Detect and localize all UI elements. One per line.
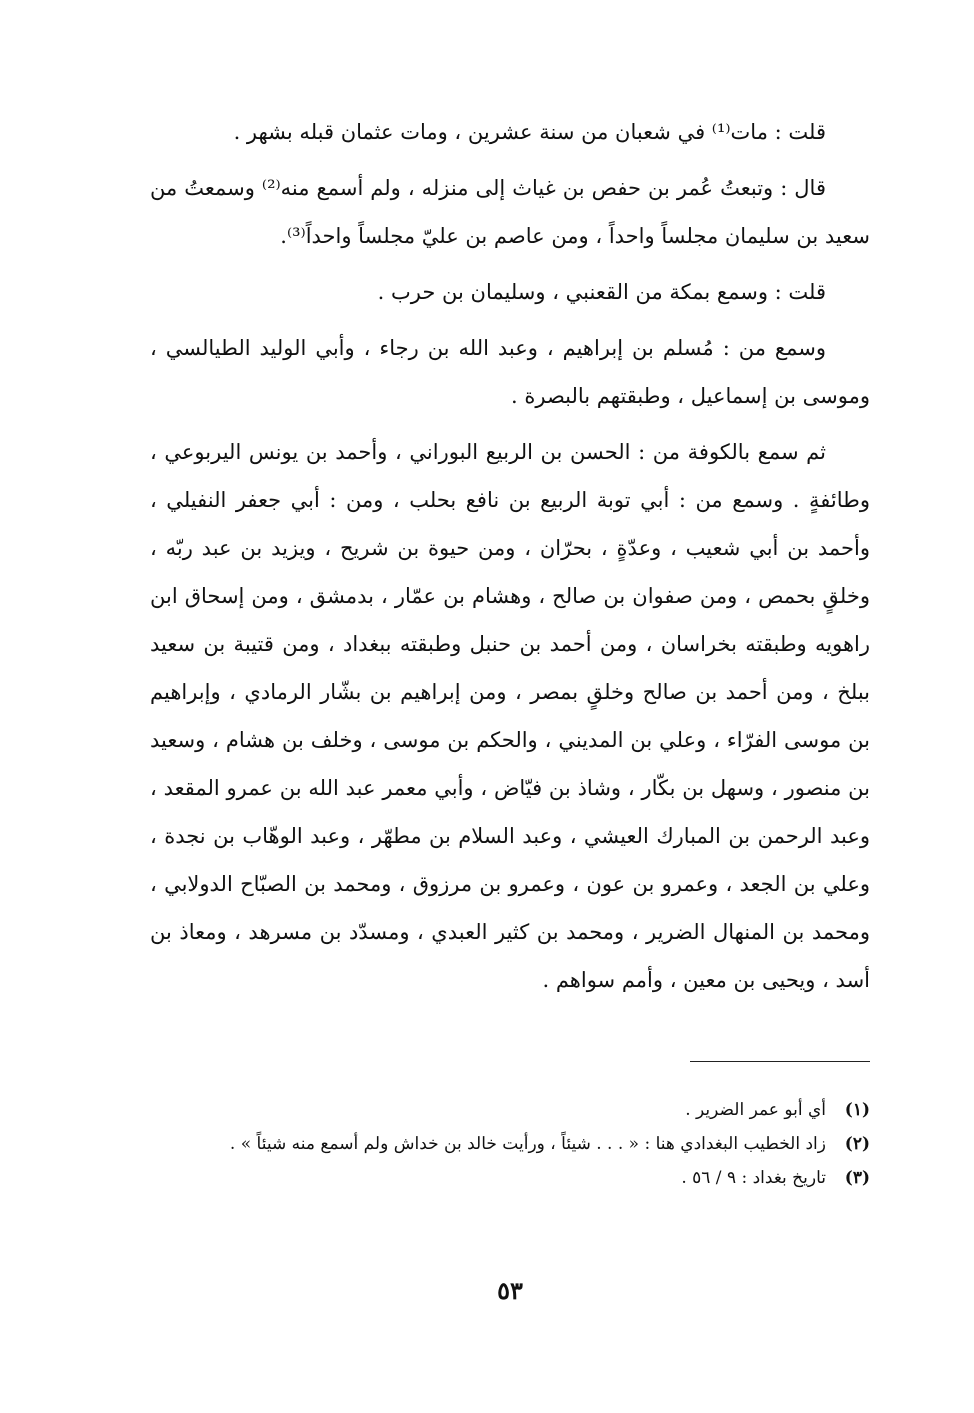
- main-text: [150, 108, 870, 1004]
- footnotes: [150, 1093, 870, 1195]
- footnote-number: (١): [844, 1100, 870, 1120]
- footnote-number: (٢): [844, 1134, 870, 1154]
- footnote-divider: [690, 1061, 870, 1062]
- paragraph-4: وسمع من : مُسلم بن إبراهيم ، وعبد الله بن رجاء ، وأبي الوليد الطيالسي ، وموسى بن إسماعيل ، وطبقتهم بالبصرة .: [150, 336, 870, 408]
- footnote-text: زاد الخطيب البغدادي هنا : « . . . شيئاً ، ورأيت خالد بن خداش ولم أسمع منه شيئاً » .: [229, 1134, 826, 1154]
- paragraph-2: قال : وتبعتُ عُمر بن حفص بن غياث إلى منزله ، ولم أسمع منه⁽²⁾ وسمعتُ من سعيد بن سليمان مجلساً واحداً ، ومن عاصم بن عليّ مجلساً واحداً⁽³⁾.: [150, 176, 870, 248]
- page-number: ٥٣: [497, 1276, 523, 1305]
- footnote-3: [150, 1161, 870, 1195]
- paragraph-5: ثم سمع بالكوفة من : الحسن بن الربيع البوراني ، وأحمد بن يونس اليربوعي ، وطائفةٍ . وسمع من : أبي توبة الربيع بن نافع بحلب ، ومن : أبي جعفر النفيلي ، وأحمد بن أبي شعيب ، وعدّةٍ ، بحرّان ، ومن حيوة بن شريح ، ويزيد بن عبد ربّه ، وخلقٍ بحمص ، ومن صفوان بن صالح ، وهشام بن عمّار ، بدمشق ، ومن إسحاق ابن راهويه وطبقته بخراسان ، ومن أحمد بن حنبل وطبقته ببغداد ، ومن قتيبة بن سعيد ببلخ ، ومن أحمد بن صالح وخلقٍ بمصر ، ومن إبراهيم بن بشّار الرمادي ، وإبراهيم بن موسى الفرّاء ، وعلي بن المديني ، والحكم بن موسى ، وخلف بن هشام ، وسعيد بن منصور ، وسهل بن بكّار ، وشاذ بن فيّاض ، وأبي معمر عبد الله بن عمرو المقعد ، وعبد الرحمن بن المبارك العيشي ، وعبد السلام بن مطهّر ، وعبد الوهّاب بن نجدة ، وعلي بن الجعد ، وعمرو بن عون ، وعمرو بن مرزوق ، ومحمد بن الصبّاح الدولابي ، ومحمد بن المنهال الضرير ، ومحمد بن كثير العبدي ، ومسدّد بن مسرهد ، ومعاذ بن أسد ، ويحيى بن معين ، وأمم سواهم .: [150, 440, 870, 992]
- footnote-1: [150, 1093, 870, 1127]
- footnote-text: أي أبو عمر الضرير .: [685, 1100, 826, 1120]
- book-page: [150, 108, 870, 1368]
- footnote-text: تاريخ بغداد : ٩ / ٥٦ .: [681, 1168, 826, 1188]
- paragraph-1: قلت : مات⁽¹⁾ في شعبان من سنة عشرين ، ومات عثمان قبله بشهر .: [233, 120, 826, 144]
- footnote-number: (٣): [844, 1168, 870, 1188]
- paragraph-3: قلت : وسمع بمكة من القعنبي ، وسليمان بن حرب .: [377, 280, 826, 304]
- footnote-2: [150, 1127, 870, 1161]
